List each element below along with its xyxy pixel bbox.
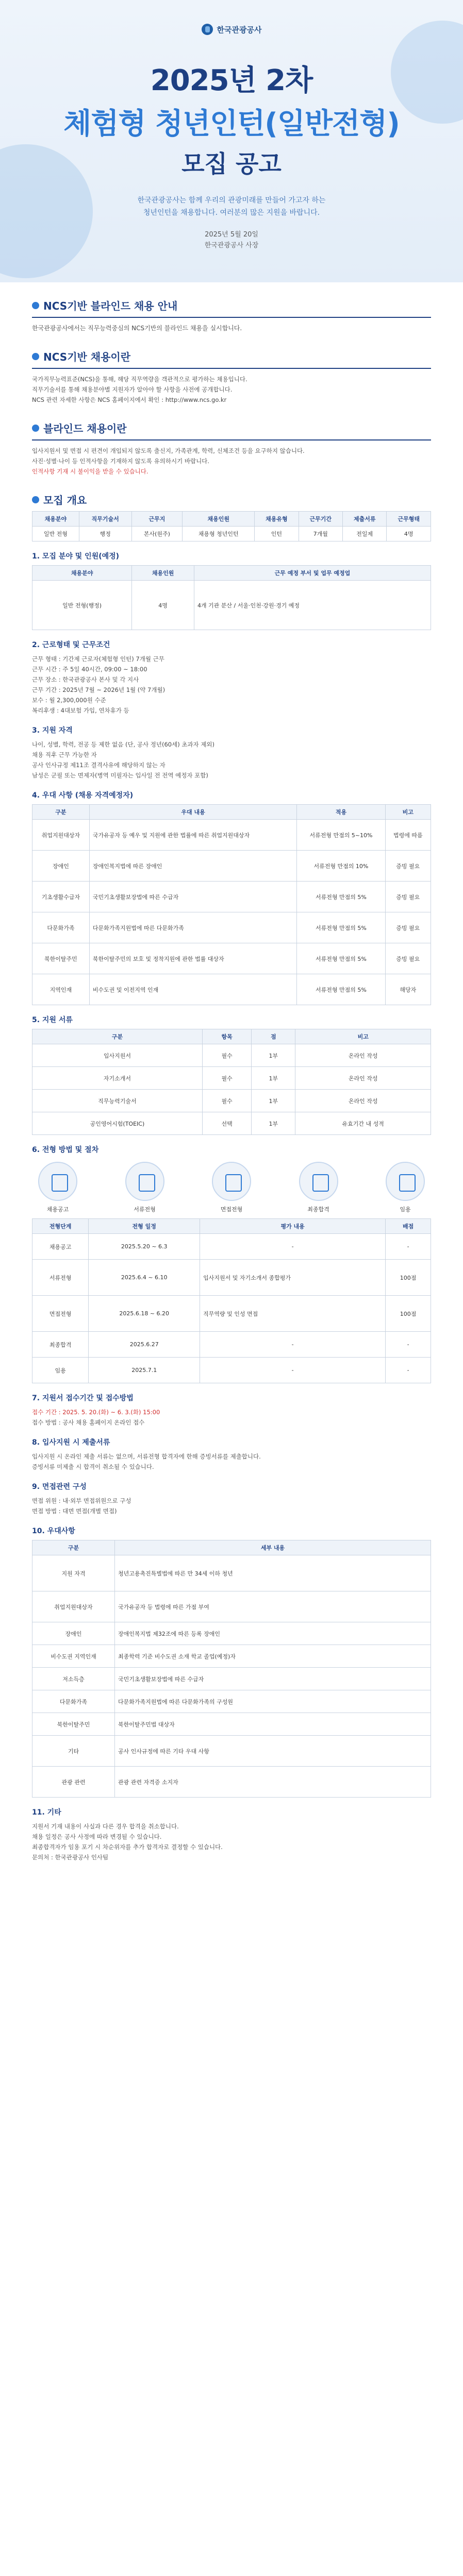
table-row (32, 1555, 431, 1591)
table-cell: 필수 (202, 1044, 251, 1067)
hero-banner (0, 0, 463, 282)
table-cell: 관광 관련 (32, 1767, 115, 1798)
hero-date: 2025년 5월 20일 (205, 231, 258, 239)
table-row (32, 943, 431, 974)
bullet-item: 복리후생 : 4대보험 가입, 연차휴가 등 (32, 707, 129, 714)
table-cell: 4명 (132, 581, 194, 630)
bullet-item: NCS 관련 자세한 사항은 NCS 홈페이지에서 확인 : http://www.ncs.go.kr (32, 396, 227, 403)
org-logo (202, 24, 262, 35)
logo-text: 한국관광공사 (217, 25, 262, 35)
table-cell: 행정 (79, 527, 131, 541)
table-header-row (32, 512, 431, 527)
table-row (32, 1296, 431, 1332)
hero-intro-line-2: 청년인턴을 채용합니다. 여러분의 많은 지원을 바랍니다. (143, 209, 320, 217)
table-row (32, 1358, 431, 1383)
table-cell: 1부 (252, 1067, 295, 1090)
table-cell: 전일제 (343, 527, 387, 541)
subsection-title: 7. 지원서 접수기간 및 접수방법 (32, 1394, 134, 1402)
flow-step (32, 1162, 84, 1213)
table-header-cell: 평가 내용 (200, 1219, 386, 1234)
table-cell: 일반 전형(행정) (32, 581, 132, 630)
table-row (32, 1591, 431, 1622)
table-header-cell: 전형 일정 (89, 1219, 200, 1234)
bullet-item: 입사지원서 및 면접 시 편견이 개입되지 않도록 출신지, 가족관계, 학력, 신체조건 등을 요구하지 않습니다. (32, 447, 305, 454)
table-cell: 본사(원주) (131, 527, 183, 541)
flow-step (206, 1162, 257, 1213)
table-cell: 100점 (386, 1296, 431, 1332)
table-header-cell: 구분 (32, 1029, 203, 1044)
bullet-item: 근무 형태 : 기간제 근로자(체험형 인턴) 7개월 근무 (32, 655, 164, 663)
table-cell: 취업지원대상자 (32, 1591, 115, 1622)
flow-step-label: 채용공고 (46, 1206, 69, 1213)
table-header-cell: 채용인원 (132, 566, 194, 581)
bullet-dot-icon (32, 353, 39, 360)
table-cell: 4명 (387, 527, 431, 541)
table-cell: 기타 (32, 1736, 115, 1767)
hero-title-paren: (일반전형) (264, 107, 400, 141)
table-cell: 인턴 (255, 527, 299, 541)
table-row (32, 527, 431, 541)
table-row (32, 1112, 431, 1135)
table-header-row (32, 1219, 431, 1234)
preference-detail-table (32, 1540, 431, 1798)
section-body (32, 439, 431, 477)
table-header-cell: 근무 예정 부서 및 업무 예정업 (194, 566, 431, 581)
apply-period: 접수 기간 : 2025. 5. 20.(화) ~ 6. 3.(화) 15:00 (32, 1409, 160, 1416)
table-row (32, 1067, 431, 1090)
bullet-item: 면접 위원 : 내·외부 면접위원으로 구성 (32, 1497, 131, 1504)
table-row (32, 851, 431, 882)
table-cell: 2025.5.20 ~ 6.3 (89, 1234, 200, 1260)
table-header-cell: 비고 (295, 1029, 431, 1044)
table-row (32, 1044, 431, 1067)
table-cell: 비수도권 지역인재 (32, 1645, 115, 1668)
check-icon (299, 1162, 338, 1201)
section-ncs-blind (32, 298, 431, 333)
subsection-title: 8. 입사지원 시 제출서류 (32, 1438, 110, 1447)
section-heading (32, 420, 431, 439)
bullet-item: 최종합격자가 임용 포기 시 차순위자를 추가 합격자로 결정할 수 있습니다. (32, 1843, 223, 1851)
flow-step (293, 1162, 344, 1213)
bullet-item: 직무기술서를 통해 채용분야별 지원자가 알아야 할 사항을 사전에 공개합니다. (32, 386, 233, 393)
section-heading (32, 349, 431, 368)
document-icon (38, 1162, 77, 1201)
table-cell: 해당자 (385, 974, 431, 1005)
table-cell: 증빙 필요 (385, 943, 431, 974)
table-cell: 입사지원서 (32, 1044, 203, 1067)
table-cell: - (386, 1234, 431, 1260)
table-cell: 다문화가족 (32, 912, 90, 943)
table-row (32, 820, 431, 851)
table-header-cell: 세부 내용 (115, 1540, 431, 1555)
table-cell: 증빙 필요 (385, 882, 431, 912)
section-blind-what (32, 420, 431, 477)
table-header-cell: 채용인원 (183, 512, 255, 527)
table-cell: 서류전형 만점의 10% (297, 851, 385, 882)
table-header-cell: 비고 (385, 805, 431, 820)
table-header-cell: 전형단계 (32, 1219, 89, 1234)
subsection-title: 2. 근로형태 및 근무조건 (32, 641, 110, 649)
table-cell: 다문화가족지원법에 따른 다문화가족 (89, 912, 296, 943)
flow-step-label: 면접전형 (220, 1206, 243, 1213)
badge-icon (386, 1162, 425, 1201)
flow-step-label: 최종합격 (307, 1206, 329, 1213)
bullet-item: 국가직무능력표준(NCS)을 통해, 해당 직무역량을 객관적으로 평가하는 채용입니다. (32, 376, 247, 383)
table-cell: 북한이탈주민 (32, 943, 90, 974)
table-cell: 필수 (202, 1067, 251, 1090)
bullet-item: 문의처 : 한국관광공사 인사팀 (32, 1854, 109, 1861)
subsection-title: 10. 우대사항 (32, 1527, 75, 1535)
bullet-item: 근무 시간 : 주 5일 40시간, 09:00 ~ 18:00 (32, 666, 147, 673)
interview-icon (212, 1162, 251, 1201)
bullet-item: 채용 일정은 공사 사정에 따라 변경될 수 있습니다. (32, 1833, 162, 1840)
table-cell: 서류전형 만점의 5% (297, 882, 385, 912)
table-cell: - (200, 1332, 386, 1358)
table-cell: 다문화가족 (32, 1690, 115, 1713)
table-cell: 서류전형 만점의 5% (297, 912, 385, 943)
hero-year-title: 2025년 2차 (150, 64, 313, 97)
bullet-dot-icon (32, 302, 39, 309)
bullet-item: 사진·성별·나이 등 인적사항을 기재하지 않도록 유의하시기 바랍니다. (32, 457, 209, 465)
logo-icon (202, 24, 213, 35)
table-cell: 최종학력 기준 비수도권 소재 학교 졸업(예정)자 (115, 1645, 431, 1668)
table-cell: 7개월 (299, 527, 342, 541)
bullet-dot-icon (32, 496, 39, 503)
table-cell: 1부 (252, 1112, 295, 1135)
preference-table (32, 804, 431, 1005)
table-row (32, 882, 431, 912)
table-cell: 국가유공자 등 예우 및 지원에 관한 법률에 따른 취업지원대상자 (89, 820, 296, 851)
table-header-cell: 채용분야 (32, 566, 132, 581)
table-cell: 채용공고 (32, 1234, 89, 1260)
table-cell: 입사지원서 및 자기소개서 종합평가 (200, 1260, 386, 1296)
table-cell: 서류전형 만점의 5% (297, 974, 385, 1005)
table-header-row (32, 1029, 431, 1044)
table-cell: 최종합격 (32, 1332, 89, 1358)
hero-org: 한국관광공사 사장 (204, 242, 259, 249)
flow-step-label: 임용 (400, 1206, 411, 1213)
section-body (32, 317, 431, 333)
table-cell: 서류전형 만점의 5~10% (297, 820, 385, 851)
bullet-item: 증빙서류 미제출 시 합격이 취소될 수 있습니다. (32, 1463, 154, 1470)
table-cell: 비수도권 및 이전지역 인재 (89, 974, 296, 1005)
table-cell: 다문화가족지원법에 따른 다문화가족의 구성원 (115, 1690, 431, 1713)
subsection-title: 4. 우대 사항 (채용 자격예정자) (32, 791, 134, 800)
table-row (32, 581, 431, 630)
section-heading (32, 298, 431, 317)
bullet-item: 면접 방법 : 대면 면접(개별 면접) (32, 1507, 117, 1515)
table-row (32, 912, 431, 943)
apply-method: 접수 방법 : 공사 채용 홈페이지 온라인 접수 (32, 1419, 145, 1426)
section-overview (32, 492, 431, 1862)
bullet-item: 근무 장소 : 한국관광공사 본사 및 각 지사 (32, 676, 139, 683)
table-header-cell: 근무형태 (387, 512, 431, 527)
table-row (32, 1668, 431, 1690)
table-row (32, 1736, 431, 1767)
hero-title-main: 체험형 청년인턴 (63, 107, 265, 141)
table-header-cell: 배점 (386, 1219, 431, 1234)
table-row (32, 974, 431, 1005)
table-cell: 유효기간 내 성적 (295, 1112, 431, 1135)
table-header-cell: 적용 (297, 805, 385, 820)
section-title: NCS기반 채용이란 (43, 351, 131, 363)
table-cell: 필수 (202, 1090, 251, 1112)
table-cell: 서류전형 만점의 5% (297, 943, 385, 974)
table-cell: 지역인재 (32, 974, 90, 1005)
table-header-cell: 점 (252, 1029, 295, 1044)
table-cell: 면접전형 (32, 1296, 89, 1332)
table-cell: - (200, 1234, 386, 1260)
table-row (32, 1090, 431, 1112)
table-header-cell: 채용유형 (255, 512, 299, 527)
bullet-item-warning: 인적사항 기재 시 불이익을 받을 수 있습니다. (32, 468, 148, 475)
hero-main-title (0, 101, 463, 142)
table-cell: 일반 전형 (32, 527, 79, 541)
subsection-title: 11. 기타 (32, 1808, 61, 1817)
section-heading (32, 492, 431, 511)
overview-table (32, 511, 431, 541)
table-cell: 장애인 (32, 1622, 115, 1645)
table-cell: 1부 (252, 1044, 295, 1067)
table-cell: - (200, 1358, 386, 1383)
table-cell: 채용형 청년인턴 (183, 527, 255, 541)
table-cell: 장애인복지법 제32조에 따른 등록 장애인 (115, 1622, 431, 1645)
table-row (32, 1767, 431, 1798)
table-header-row (32, 805, 431, 820)
table-cell: 2025.6.27 (89, 1332, 200, 1358)
table-cell: 지원 자격 (32, 1555, 115, 1591)
table-row (32, 1622, 431, 1645)
positions-table (32, 565, 431, 630)
flow-step-label: 서류전형 (134, 1206, 156, 1213)
table-header-cell: 근무기간 (299, 512, 342, 527)
table-cell: 직무역량 및 인성 면접 (200, 1296, 386, 1332)
table-header-cell: 항목 (202, 1029, 251, 1044)
process-flow (32, 1162, 431, 1213)
table-cell: 북한이탈주민법 대상자 (115, 1713, 431, 1736)
main-content (0, 298, 463, 1862)
table-cell: 법령에 따름 (385, 820, 431, 851)
table-cell: 임용 (32, 1358, 89, 1383)
subsection-title: 6. 전형 방법 및 절차 (32, 1146, 99, 1154)
subsection-title: 1. 모집 분야 및 인원(예정) (32, 552, 120, 561)
subsection-title: 9. 면접관련 구성 (32, 1483, 87, 1491)
table-header-cell: 구분 (32, 1540, 115, 1555)
bullet-item: 채용 직후 근무 가능한 자 (32, 751, 97, 758)
table-cell: 온라인 작성 (295, 1090, 431, 1112)
hero-intro-line-1: 한국관광공사는 함께 우리의 관광미래를 만들어 가고자 하는 (137, 196, 326, 205)
process-table (32, 1218, 431, 1383)
table-cell: 2025.6.18 ~ 6.20 (89, 1296, 200, 1332)
section-text: 한국관광공사에서는 직무능력중심의 NCS기반의 블라인드 채용을 실시합니다. (32, 325, 242, 332)
table-cell: 북한이탈주민 (32, 1713, 115, 1736)
table-header-cell: 채용분야 (32, 512, 79, 527)
table-header-cell: 직무기술서 (79, 512, 131, 527)
table-cell: 증빙 필요 (385, 912, 431, 943)
section-title: 모집 개요 (43, 494, 87, 506)
bullet-dot-icon (32, 425, 39, 432)
table-cell: 온라인 작성 (295, 1067, 431, 1090)
section-title: 블라인드 채용이란 (43, 422, 127, 435)
table-cell: 관광 관련 자격증 소지자 (115, 1767, 431, 1798)
table-cell: 온라인 작성 (295, 1044, 431, 1067)
table-row (32, 1260, 431, 1296)
bullet-item: 공사 인사규정 제11조 결격사유에 해당하지 않는 자 (32, 761, 166, 769)
table-header-cell: 우대 내용 (89, 805, 296, 820)
table-cell: 북한이탈주민의 보호 및 정착지원에 관한 법률 대상자 (89, 943, 296, 974)
table-cell: - (386, 1332, 431, 1358)
table-cell: 직무능력기술서 (32, 1090, 203, 1112)
table-cell: 선택 (202, 1112, 251, 1135)
table-cell: 자기소개서 (32, 1067, 203, 1090)
table-header-row (32, 566, 431, 581)
table-cell: 장애인 (32, 851, 90, 882)
document-icon (125, 1162, 164, 1201)
table-cell: 청년고용촉진특별법에 따른 만 34세 이하 청년 (115, 1555, 431, 1591)
hero-subtitle: 모집 공고 (181, 150, 282, 178)
table-row (32, 1234, 431, 1260)
table-header-row (32, 1540, 431, 1555)
bullet-item: 남성은 군필 또는 면제자(병역 미필자는 입사일 전 전역 예정자 포함) (32, 772, 208, 779)
table-cell: 장애인복지법에 따른 장애인 (89, 851, 296, 882)
table-cell: 1부 (252, 1090, 295, 1112)
table-cell: 서류전형 (32, 1260, 89, 1296)
bullet-item: 보수 : 월 2,300,000원 수준 (32, 697, 106, 704)
table-row (32, 1690, 431, 1713)
table-header-cell: 제출서류 (343, 512, 387, 527)
table-cell: 공사 인사규정에 따른 기타 우대 사항 (115, 1736, 431, 1767)
table-cell: 100점 (386, 1260, 431, 1296)
flow-step (379, 1162, 431, 1213)
table-row (32, 1332, 431, 1358)
table-cell: 4개 기관 분산 / 서울·인천·강원·경기 예정 (194, 581, 431, 630)
section-ncs-what (32, 349, 431, 405)
table-cell: 2025.7.1 (89, 1358, 200, 1383)
bullet-item: 근무 기간 : 2025년 7월 ~ 2026년 1월 (약 7개월) (32, 686, 166, 693)
table-cell: 저소득층 (32, 1668, 115, 1690)
table-cell: 국가유공자 등 법령에 따른 가점 부여 (115, 1591, 431, 1622)
documents-table (32, 1029, 431, 1135)
flow-step (119, 1162, 171, 1213)
table-row (32, 1645, 431, 1668)
table-cell: 공인영어시험(TOEIC) (32, 1112, 203, 1135)
bullet-item: 지원서 기재 내용이 사실과 다른 경우 합격을 취소합니다. (32, 1823, 179, 1830)
table-cell: 국민기초생활보장법에 따른 수급자 (115, 1668, 431, 1690)
table-cell: 국민기초생활보장법에 따른 수급자 (89, 882, 296, 912)
table-header-cell: 근무지 (131, 512, 183, 527)
table-row (32, 1713, 431, 1736)
table-header-cell: 구분 (32, 805, 90, 820)
table-cell: 취업지원대상자 (32, 820, 90, 851)
section-title: NCS기반 블라인드 채용 안내 (43, 300, 178, 312)
subsection-title: 3. 지원 자격 (32, 726, 73, 735)
bullet-item: 나이, 성별, 학력, 전공 등 제한 없음 (단, 공사 정년(60세) 초과자 제외) (32, 741, 215, 748)
section-body (32, 368, 431, 405)
subsection-title: 5. 지원 서류 (32, 1016, 73, 1024)
table-cell: 증빙 필요 (385, 851, 431, 882)
table-cell: 2025.6.4 ~ 6.10 (89, 1260, 200, 1296)
bullet-item: 입사지원 시 온라인 제출 서류는 없으며, 서류전형 합격자에 한해 증빙서류를 제출합니다. (32, 1453, 261, 1460)
table-cell: 기초생활수급자 (32, 882, 90, 912)
table-cell: - (386, 1358, 431, 1383)
